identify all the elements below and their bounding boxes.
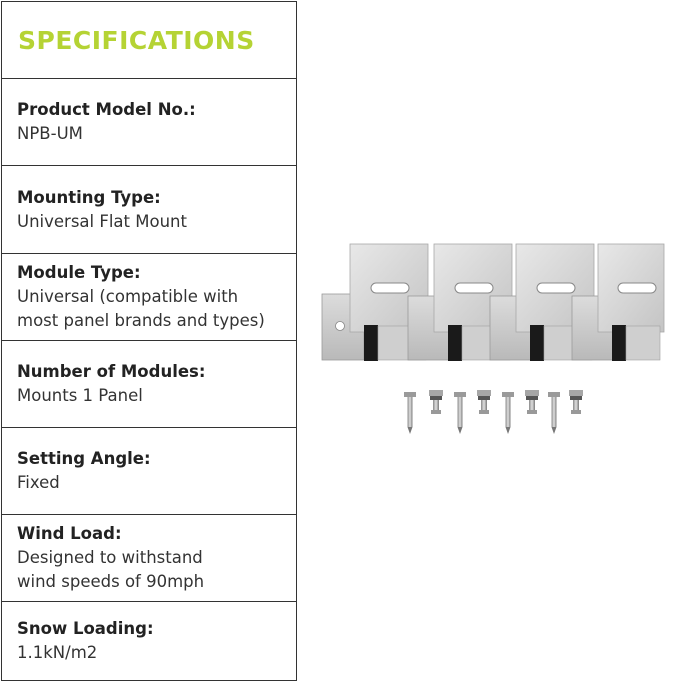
screw xyxy=(429,390,443,414)
spec-label: Module Type: xyxy=(17,263,141,282)
spec-row-snow-loading xyxy=(2,602,296,680)
screw xyxy=(454,392,466,434)
screw xyxy=(502,392,514,434)
screw xyxy=(525,390,539,414)
specifications-table xyxy=(1,1,297,681)
screw xyxy=(404,392,416,434)
spec-row-wind-load xyxy=(2,515,296,602)
spec-row-module-type xyxy=(2,254,296,341)
mounting-brackets-image xyxy=(318,232,668,442)
specifications-title: SPECIFICATIONS xyxy=(18,25,255,55)
spec-value: Universal Flat Mount xyxy=(17,211,187,231)
screws-set xyxy=(404,390,583,434)
spec-value: Mounts 1 Panel xyxy=(17,386,143,405)
spec-label: Snow Loading: xyxy=(17,619,154,638)
specifications-header xyxy=(2,2,296,79)
spec-value: Universal (compatible with most panel brands and types) xyxy=(17,287,265,330)
screw xyxy=(569,390,583,414)
spec-row-setting-angle xyxy=(2,428,296,515)
spec-row-model xyxy=(2,79,296,166)
spec-row-mounting-type xyxy=(2,166,296,254)
spec-label: Setting Angle: xyxy=(17,449,151,468)
spec-label: Mounting Type: xyxy=(17,187,161,207)
spec-value: 1.1kN/m2 xyxy=(17,643,98,662)
screw xyxy=(548,392,560,434)
spec-value: Designed to withstand wind speeds of 90mph xyxy=(17,548,205,591)
spec-value: NPB-UM xyxy=(17,124,83,143)
spec-value: Fixed xyxy=(17,473,60,492)
spec-row-number-of-modules xyxy=(2,341,296,428)
screw xyxy=(477,390,491,414)
spec-label: Number of Modules: xyxy=(17,362,206,381)
spec-label: Product Model No.: xyxy=(17,100,196,119)
spec-label: Wind Load: xyxy=(17,524,122,543)
